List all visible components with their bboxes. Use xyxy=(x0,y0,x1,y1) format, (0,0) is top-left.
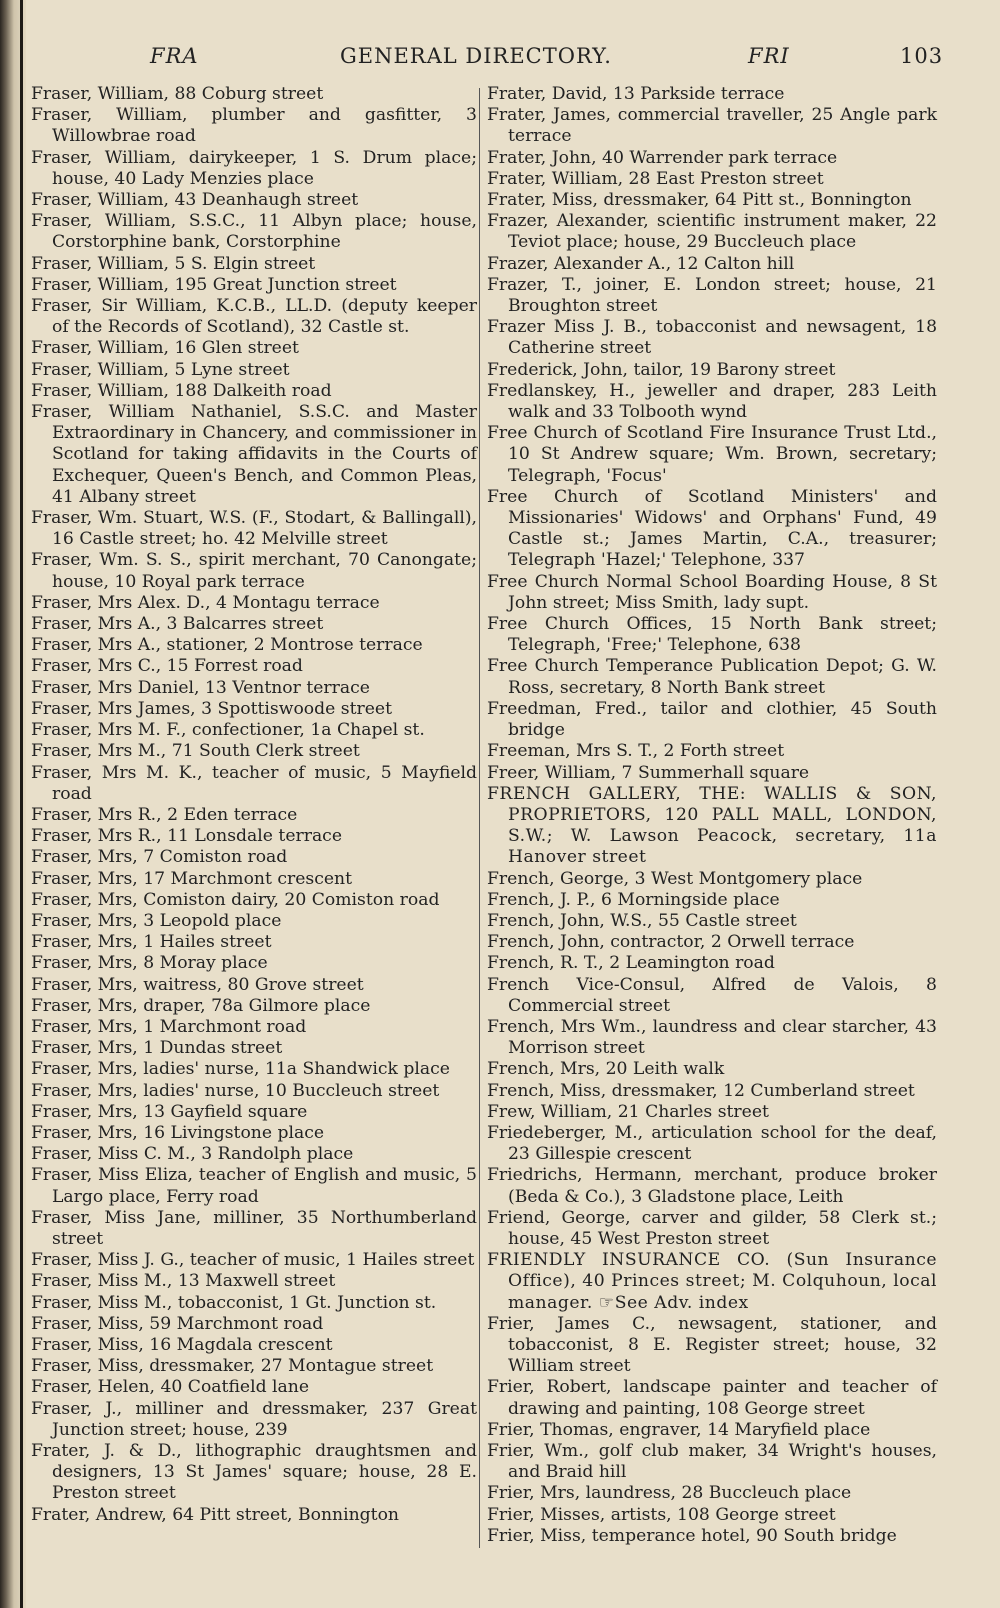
page-header xyxy=(150,44,944,74)
directory-entry: Fraser, Mrs R., 2 Eden terrace xyxy=(31,804,298,825)
directory-entry: Fraser, J., milliner and dressmaker, 237 Great Junction street; house, 239 xyxy=(31,1398,477,1440)
directory-entry: Frew, William, 21 Charles street xyxy=(487,1101,769,1122)
directory-entry: Fraser, William, dairykeeper, 1 S. Drum place; house, 40 Lady Menzies place xyxy=(31,147,477,189)
directory-entry: Fraser, Mrs, 3 Leopold place xyxy=(31,910,282,931)
directory-entry: Frier, James C., newsagent, stationer, and tobacconist, 8 E. Register street; house, 32 William street xyxy=(487,1313,937,1377)
directory-entry: Fraser, William, 43 Deanhaugh street xyxy=(31,190,359,211)
directory-entry: Fraser, William Nathaniel, S.S.C. and Master Extraordinary in Chancery, and commissioner in Scotland for taking affidavits in the Courts of Exchequer, Queen's Bench, and Common Pleas, 41 Albany street xyxy=(31,402,477,507)
directory-entry: Fraser, Miss Jane, milliner, 35 Northumberland street xyxy=(31,1207,477,1249)
directory-entry: Friedrichs, Hermann, merchant, produce broker (Beda & Co.), 3 Gladstone place, Leith xyxy=(487,1165,937,1207)
directory-entry: Fraser, Mrs A., stationer, 2 Montrose terrace xyxy=(31,635,423,656)
directory-entry: Frater, William, 28 East Preston street xyxy=(487,168,824,189)
directory-entry: Frazer, Alexander A., 12 Calton hill xyxy=(487,253,795,274)
directory-entry: Friend, George, carver and gilder, 58 Clerk st.; house, 45 West Preston street xyxy=(487,1207,937,1249)
directory-entry: Frederick, John, tailor, 19 Barony street xyxy=(487,359,836,380)
directory-entry: Fraser, Sir William, K.C.B., LL.D. (deputy keeper of the Records of Scotland), 32 Castle st. xyxy=(31,296,477,338)
header-right-guide: FRI xyxy=(748,44,790,68)
directory-entry: French, George, 3 West Montgomery place xyxy=(487,868,863,889)
directory-entry: Fraser, Mrs, waitress, 80 Grove street xyxy=(31,974,364,995)
directory-entry: Fraser, William, 195 Great Junction street xyxy=(31,274,397,295)
directory-entry: Frazer Miss J. B., tobacconist and newsagent, 18 Catherine street xyxy=(487,317,937,359)
directory-entry: Frier, Miss, temperance hotel, 90 South bridge xyxy=(487,1525,897,1546)
directory-entry: French, R. T., 2 Leamington road xyxy=(487,953,775,974)
directory-entry: Friedeberger, M., articulation school for the deaf, 23 Gillespie crescent xyxy=(487,1122,937,1165)
directory-entry: Frater, David, 13 Parkside terrace xyxy=(487,84,785,104)
directory-entry: French, John, contractor, 2 Orwell terrace xyxy=(487,932,855,953)
directory-entry: Free Church Normal School Boarding House, 8 St John street; Miss Smith, lady supt. xyxy=(487,571,937,613)
directory-entry: Fraser, Wm. S. S., spirit merchant, 70 Canongate; house, 10 Royal park terrace xyxy=(31,550,477,592)
directory-entry: Frier, Thomas, engraver, 14 Maryfield place xyxy=(487,1419,871,1440)
directory-entry: Fraser, Wm. Stuart, W.S. (F., Stodart, & Ballingall), 16 Castle street; ho. 42 Melville street xyxy=(31,508,477,550)
directory-entry: Fraser, Mrs C., 15 Forrest road xyxy=(31,656,303,677)
left-column xyxy=(31,84,477,1526)
directory-entry: Fraser, William, 188 Dalkeith road xyxy=(31,380,332,401)
directory-entry: Fraser, Mrs M. K., teacher of music, 5 Mayfield road xyxy=(31,762,477,804)
directory-entry: Fraser, William, S.S.C., 11 Albyn place; house, Corstorphine bank, Corstorphine xyxy=(31,211,477,253)
directory-entry: Fraser, Mrs A., 3 Balcarres street xyxy=(31,614,324,635)
directory-entry: French, Mrs, 20 Leith walk xyxy=(487,1059,725,1080)
directory-entry: Frater, J. & D., lithographic draughtsmen and designers, 13 St James' square; house, 28 E. Preston street xyxy=(31,1441,477,1504)
directory-entry: Free Church Offices, 15 North Bank street; Telegraph, 'Free;' Telephone, 638 xyxy=(487,614,937,656)
directory-entry: Freer, William, 7 Summerhall square xyxy=(487,762,810,783)
directory-entry: Fraser, Mrs Alex. D., 4 Montagu terrace xyxy=(31,592,380,613)
directory-entry: FRIENDLY INSURANCE CO. (Sun Insurance Office), 40 Princes street; M. Colquhoun, local manager. ☞See Adv. index xyxy=(487,1250,937,1313)
directory-entry: French, Miss, dressmaker, 12 Cumberland street xyxy=(487,1080,915,1101)
directory-entry: Free Church of Scotland Fire Insurance Trust Ltd., 10 St Andrew square; Wm. Brown, secretary; Telegraph, 'Focus' xyxy=(487,423,937,486)
directory-entry: Fraser, William, 5 S. Elgin street xyxy=(31,253,316,274)
directory-entry: Fraser, Mrs James, 3 Spottiswoode street xyxy=(31,698,392,719)
directory-entry: Fraser, Mrs, 13 Gayfield square xyxy=(31,1101,308,1122)
directory-entry: Fraser, Mrs R., 11 Lonsdale terrace xyxy=(31,826,342,847)
directory-entry: Fraser, Mrs, 8 Moray place xyxy=(31,953,268,974)
directory-entry: Fraser, Miss J. G., teacher of music, 1 Hailes street xyxy=(31,1250,475,1271)
binding-edge xyxy=(20,0,23,1608)
directory-entry: Frier, Robert, landscape painter and teacher of drawing and painting, 108 George street xyxy=(487,1377,937,1419)
right-column xyxy=(487,84,937,1547)
directory-entry: Fraser, Mrs, draper, 78a Gilmore place xyxy=(31,995,371,1016)
directory-entry: FRENCH GALLERY, THE: WALLIS & SON, PROPRIETORS, 120 PALL MALL, LONDON, S.W.; W. Lawson Peacock, secretary, 11a Hanover street xyxy=(487,783,937,868)
directory-entry: Frier, Misses, artists, 108 George street xyxy=(487,1504,836,1525)
header-title: GENERAL DIRECTORY. xyxy=(340,44,612,68)
directory-entry: Fraser, Mrs, 17 Marchmont crescent xyxy=(31,868,352,889)
header-left-guide: FRA xyxy=(150,44,199,68)
directory-entry: Freedman, Fred., tailor and clothier, 45 South bridge xyxy=(487,698,937,741)
directory-entry: Frier, Wm., golf club maker, 34 Wright's houses, and Braid hill xyxy=(487,1441,937,1483)
page-number: 103 xyxy=(900,44,944,68)
directory-entry: Fraser, Mrs, Comiston dairy, 20 Comiston road xyxy=(31,889,440,910)
directory-entry: Fraser, Miss, 59 Marchmont road xyxy=(31,1313,324,1334)
directory-entry: Frater, Miss, dressmaker, 64 Pitt st., Bonnington xyxy=(487,190,912,211)
directory-entry: Frazer, T., joiner, E. London street; house, 21 Broughton street xyxy=(487,274,937,317)
directory-entry: Fraser, Mrs, ladies' nurse, 11a Shandwick place xyxy=(31,1059,450,1080)
directory-entry: Fraser, Mrs, 1 Dundas street xyxy=(31,1038,283,1059)
directory-entry: Frazer, Alexander, scientific instrument maker, 22 Teviot place; house, 29 Buccleuch place xyxy=(487,211,937,253)
directory-entry: Fraser, William, plumber and gasfitter, 3 Willowbrae road xyxy=(31,105,477,147)
directory-entry: Fraser, Mrs M., 71 South Clerk street xyxy=(31,741,360,762)
directory-entry: Fraser, William, 88 Coburg street xyxy=(31,84,324,104)
directory-entry: Free Church of Scotland Ministers' and Missionaries' Widows' and Orphans' Fund, 49 Castle st.; James Martin, C.A., treasurer; Telegraph 'Hazel;' Telephone, 337 xyxy=(487,486,937,571)
directory-entry: Fraser, Miss, 16 Magdala crescent xyxy=(31,1334,333,1355)
directory-entry: Frater, Andrew, 64 Pitt street, Bonnington xyxy=(31,1504,399,1525)
directory-entry: Fraser, William, 16 Glen street xyxy=(31,338,299,359)
directory-entry: French, John, W.S., 55 Castle street xyxy=(487,910,797,931)
directory-entry: Fraser, William, 5 Lyne street xyxy=(31,359,290,380)
directory-entry: French, Mrs Wm., laundress and clear starcher, 43 Morrison street xyxy=(487,1016,937,1059)
directory-entry: Fraser, Miss M., tobacconist, 1 Gt. Junction st. xyxy=(31,1292,437,1313)
directory-entry: Fraser, Mrs M. F., confectioner, 1a Chapel st. xyxy=(31,720,425,741)
directory-entry: Fraser, Mrs, 16 Livingstone place xyxy=(31,1122,325,1143)
column-divider xyxy=(479,88,480,1548)
directory-entry: Fraser, Mrs, 1 Hailes street xyxy=(31,932,272,953)
directory-entry: Fraser, Mrs, 7 Comiston road xyxy=(31,847,288,868)
directory-entry: Fredlanskey, H., jeweller and draper, 283 Leith walk and 33 Tolbooth wynd xyxy=(487,380,937,423)
directory-entry: Frater, James, commercial traveller, 25 Angle park terrace xyxy=(487,105,937,147)
directory-entry: Fraser, Mrs Daniel, 13 Ventnor terrace xyxy=(31,677,370,698)
directory-entry: French, J. P., 6 Morningside place xyxy=(487,889,780,910)
directory-entry: Fraser, Mrs, ladies' nurse, 10 Buccleuch street xyxy=(31,1080,440,1101)
directory-entry: Fraser, Miss C. M., 3 Randolph place xyxy=(31,1144,354,1165)
directory-entry: Fraser, Mrs, 1 Marchmont road xyxy=(31,1016,307,1037)
directory-entry: Fraser, Miss, dressmaker, 27 Montague street xyxy=(31,1356,434,1377)
directory-entry: French Vice-Consul, Alfred de Valois, 8 Commercial street xyxy=(487,974,937,1016)
directory-entry: Freeman, Mrs S. T., 2 Forth street xyxy=(487,741,785,762)
directory-entry: Frater, John, 40 Warrender park terrace xyxy=(487,147,838,168)
directory-entry: Fraser, Helen, 40 Coatfield lane xyxy=(31,1377,310,1398)
directory-entry: Free Church Temperance Publication Depot; G. W. Ross, secretary, 8 North Bank street xyxy=(487,656,937,698)
directory-entry: Frier, Mrs, laundress, 28 Buccleuch place xyxy=(487,1483,852,1504)
directory-entry: Fraser, Miss M., 13 Maxwell street xyxy=(31,1271,336,1292)
directory-entry: Fraser, Miss Eliza, teacher of English and music, 5 Largo place, Ferry road xyxy=(31,1165,477,1207)
